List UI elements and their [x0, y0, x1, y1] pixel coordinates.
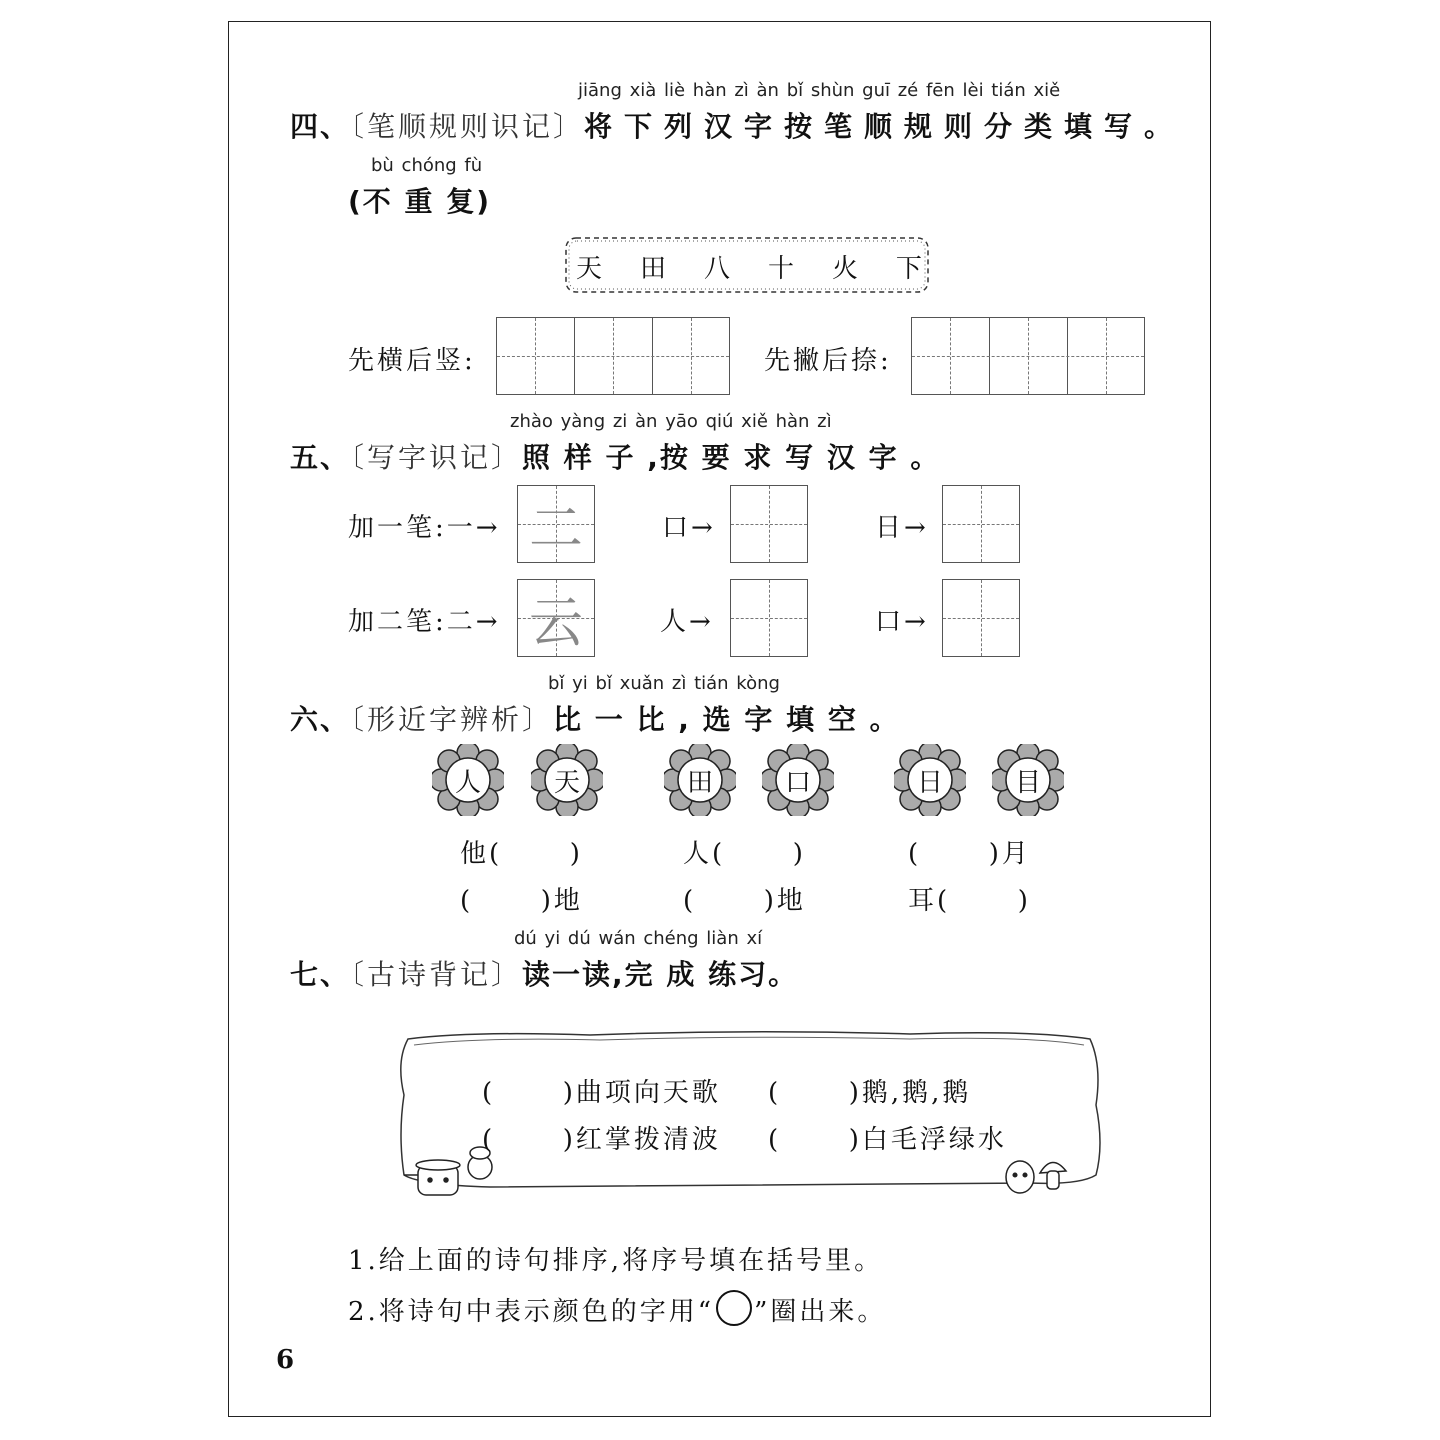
poem-line[interactable]: ( )曲项向天歌	[482, 1078, 721, 1108]
sample-box-2	[517, 579, 595, 657]
poem-line[interactable]: ( )红掌拨清波	[482, 1125, 721, 1155]
kou-arrow-label: 口→	[662, 513, 716, 543]
guide-line	[943, 618, 1019, 619]
fill-blank[interactable]: 耳( )	[908, 886, 1031, 916]
bank-char: 十	[767, 254, 794, 284]
bank-char: 田	[639, 254, 666, 284]
section4-no-repeat-note: (不 重 复)	[348, 185, 492, 218]
flower-char: 天	[553, 767, 580, 798]
character-bank	[576, 248, 922, 285]
section4-tag: 〔笔顺规则识记〕	[350, 110, 585, 143]
fill-blank[interactable]: ( )地	[460, 886, 583, 916]
task-2	[348, 1290, 886, 1328]
writing-grid-left[interactable]	[496, 317, 730, 395]
label-pie-then-na: 先撇后捺:	[764, 346, 892, 376]
section6-number: 六、	[290, 703, 351, 736]
add-two-strokes-label: 加二笔:二→	[348, 607, 501, 637]
section7-tag: 〔古诗背记〕	[350, 958, 523, 991]
section7-heading	[290, 953, 798, 993]
mushroom-characters-icon	[1006, 1161, 1066, 1193]
poem-line[interactable]: ( )白毛浮绿水	[768, 1125, 1007, 1155]
task-1: 1.给上面的诗句排序,将序号填在括号里。	[348, 1246, 884, 1276]
section6-pinyin: bǐ yi bǐ xuǎn zì tián kòng	[548, 673, 780, 694]
section7-pinyin: dú yi dú wán chéng liàn xí	[514, 928, 763, 949]
section5-number: 五、	[290, 441, 351, 474]
poem-line[interactable]: ( )鹅,鹅,鹅	[768, 1078, 972, 1108]
section6-heading	[290, 698, 900, 738]
flower-char: 目	[1014, 767, 1041, 798]
section6-tag: 〔形近字辨析〕	[350, 703, 554, 736]
section4-number: 四、	[290, 110, 351, 143]
guide-line	[497, 356, 729, 357]
section5-pinyin: zhào yàng zi àn yāo qiú xiě hàn zì	[510, 411, 832, 432]
label-heng-then-shu: 先横后竖:	[348, 346, 476, 376]
circle-icon	[716, 1290, 752, 1326]
fill-blank[interactable]: 人( )	[683, 839, 806, 869]
flower-icon	[762, 744, 834, 816]
section5-tag: 〔写字识记〕	[350, 441, 523, 474]
bank-char: 八	[703, 254, 730, 284]
sample-char: 云	[529, 590, 583, 654]
answer-box[interactable]	[730, 579, 808, 657]
task-2-text-end: ”圈出来。	[754, 1297, 887, 1327]
section4-question: 将下列汉字按笔顺规则分类填写。	[584, 110, 1185, 143]
cooking-pot-icon	[404, 1147, 492, 1195]
bank-char: 下	[895, 254, 922, 284]
flower-char: 口	[784, 767, 811, 798]
ri-arrow-label: 日→	[875, 513, 929, 543]
flower-char: 人	[454, 767, 481, 798]
section7-question: 读一读,完 成 练习。	[522, 958, 799, 991]
bank-char: 天	[576, 254, 603, 284]
answer-box[interactable]	[730, 485, 808, 563]
writing-grid-right[interactable]	[911, 317, 1145, 395]
guide-line	[943, 524, 1019, 525]
flower-icon	[664, 744, 736, 816]
fill-blank[interactable]: ( )月	[908, 839, 1031, 869]
kou-arrow-label-2: 口→	[875, 607, 929, 637]
section5-question: 照 样 子 ,按 要 求 写 汉 字 。	[522, 441, 941, 474]
sample-char: 二	[529, 496, 583, 560]
section4-pinyin: jiāng xià liè hàn zì àn bǐ shùn guī zé fēn lèi tián xiě	[578, 80, 1061, 101]
guide-line	[731, 618, 807, 619]
section7-number: 七、	[290, 958, 351, 991]
answer-box[interactable]	[942, 485, 1020, 563]
flower-icon	[432, 744, 504, 816]
bank-char: 火	[831, 254, 858, 284]
answer-box[interactable]	[942, 579, 1020, 657]
guide-line	[912, 356, 1144, 357]
fill-blank[interactable]: 他( )	[460, 839, 583, 869]
flower-icon	[894, 744, 966, 816]
page-number: 6	[276, 1345, 295, 1375]
flower-char: 田	[686, 767, 713, 798]
section5-heading	[290, 436, 940, 476]
poem-frame	[390, 1025, 1110, 1210]
section4-heading	[290, 105, 1184, 145]
add-one-stroke-label: 加一笔:一→	[348, 513, 501, 543]
fill-blank[interactable]: ( )地	[683, 886, 806, 916]
sample-box-1	[517, 485, 595, 563]
section6-question: 比 一 比 , 选 字 填 空 。	[553, 703, 900, 736]
ren-arrow-label: 人→	[660, 607, 714, 637]
guide-line	[731, 524, 807, 525]
flower-icon	[992, 744, 1064, 816]
section4-pinyin2: bù chóng fù	[371, 155, 483, 176]
flower-char: 日	[916, 767, 943, 798]
task-2-text: 2.将诗句中表示颜色的字用“	[348, 1297, 715, 1327]
flower-icon	[531, 744, 603, 816]
